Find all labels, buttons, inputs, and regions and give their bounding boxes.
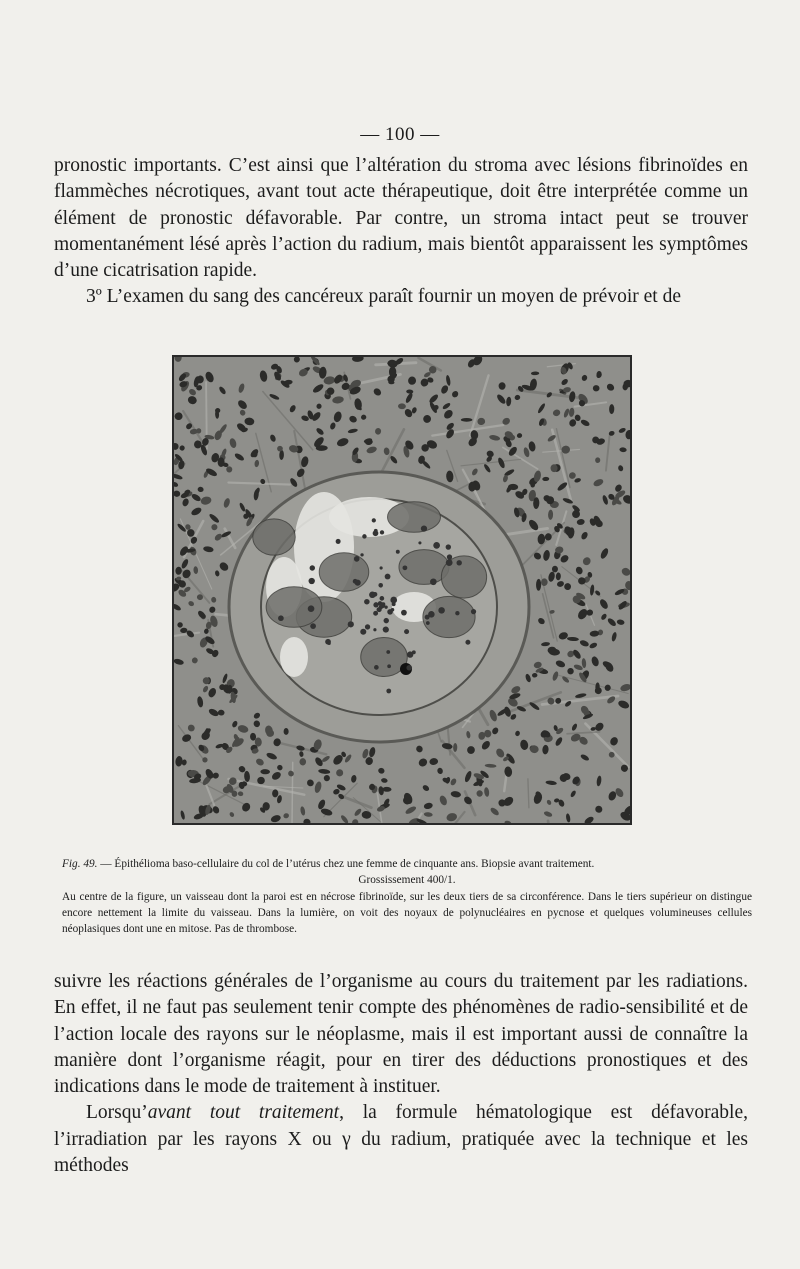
pycnotic-nucleus	[373, 602, 378, 607]
pycnotic-nucleus	[387, 664, 391, 668]
pycnotic-nucleus	[379, 602, 385, 608]
pycnotic-nucleus	[403, 565, 408, 570]
pycnotic-nucleus	[471, 609, 476, 614]
pycnotic-nucleus	[447, 554, 452, 559]
pycnotic-nucleus	[380, 530, 384, 534]
neoplastic-cell	[253, 519, 295, 555]
pycnotic-nucleus	[426, 621, 430, 625]
figure-caption	[62, 856, 752, 937]
pycnotic-nucleus	[310, 623, 316, 629]
text-span: , la formule hématologique est défavorable, l’irradiation par les rayons X ou γ du radium, pratiquée avec la technique et les méthodes	[54, 1102, 748, 1177]
pycnotic-nucleus	[374, 665, 379, 670]
caption-title-line	[62, 856, 752, 872]
pycnotic-nucleus	[309, 578, 315, 584]
pycnotic-nucleus	[430, 578, 437, 585]
pycnotic-nucleus	[372, 518, 376, 522]
pycnotic-nucleus	[308, 605, 315, 612]
bottom-text-block	[54, 969, 748, 1179]
pycnotic-nucleus	[386, 650, 390, 654]
pycnotic-nucleus	[354, 556, 360, 562]
pycnotic-nucleus	[418, 541, 421, 544]
pycnotic-nucleus	[278, 615, 284, 621]
pycnotic-nucleus	[446, 544, 451, 549]
cell-nucleus	[477, 790, 483, 796]
pycnotic-nucleus	[401, 610, 407, 616]
pycnotic-nucleus	[383, 627, 388, 632]
pycnotic-nucleus	[365, 624, 370, 629]
pycnotic-nucleus	[433, 542, 440, 549]
pycnotic-nucleus	[391, 608, 394, 611]
top-text-block	[54, 153, 748, 311]
necrotic-patch	[280, 637, 308, 677]
pycnotic-nucleus	[386, 689, 391, 694]
pycnotic-nucleus	[380, 566, 383, 569]
text-span: Lorsqu’	[86, 1102, 148, 1124]
pycnotic-nucleus	[446, 559, 453, 566]
pycnotic-nucleus	[421, 525, 427, 531]
page-number: — 100 —	[360, 124, 440, 145]
pycnotic-nucleus	[373, 628, 376, 631]
italic-phrase: avant tout traitement	[147, 1102, 340, 1124]
figure-magnification: Grossissement 400/1.	[358, 874, 456, 887]
pycnotic-nucleus	[465, 640, 470, 645]
cell-nucleus	[461, 418, 473, 422]
neoplastic-cell	[319, 553, 369, 591]
pycnotic-nucleus	[348, 621, 354, 627]
paragraph-radiation-reactions: suivre les réactions générales de l’organisme au cours du traitement par les radiations. En effet, il ne faut pas seulement tenir compte des phénomènes de radio-sensibilité et de l’action locale des rayons sur le néoplasme, mais il est important aussi de connaître la manière dont l’organisme réagit, pour en tirer des déductions pronostiques et des indications dans le mode de traitement à instituer.	[54, 971, 748, 1098]
pycnotic-nucleus	[360, 553, 363, 556]
pycnotic-nucleus	[373, 611, 378, 616]
neoplastic-cell	[388, 502, 441, 532]
pycnotic-nucleus	[396, 550, 400, 554]
pycnotic-nucleus	[327, 642, 330, 645]
paragraph-before-treatment	[54, 1100, 748, 1179]
pycnotic-nucleus	[310, 565, 315, 570]
pycnotic-nucleus	[390, 597, 397, 604]
pycnotic-nucleus	[385, 574, 391, 580]
pycnotic-nucleus	[378, 583, 383, 588]
figure-title: — Épithélioma baso-cellulaire du col de l’utérus chez une femme de cinquante ans. Biopsie avant traitement.	[100, 858, 595, 870]
pycnotic-nucleus	[384, 606, 387, 609]
figure-description: Au centre de la figure, un vaisseau dont la paroi est en nécrose fibrinoïde, sur les deux tiers de sa circonférence. Dans le tiers supérieur on distingue encore nettement la limite du vaisseau. Dans la lumière, on voit des noyaux de polynucléaires en pycnose et quelques volumineuses cellules néoplasiques dont une en mitose. Pas de thrombose.	[62, 890, 752, 936]
cell-nucleus	[284, 728, 289, 735]
pycnotic-nucleus	[362, 534, 366, 538]
pycnotic-nucleus	[380, 596, 385, 601]
histology-figure	[172, 355, 632, 825]
pycnotic-nucleus	[364, 599, 370, 605]
pycnotic-nucleus	[428, 611, 435, 618]
cell-nucleus	[389, 366, 396, 377]
paragraph-continuation: pronostic importants. C’est ainsi que l’altération du stroma avec lésions fibrinoïdes en flammèches nécrotiques, avant tout acte thérapeutique, doit être interprétée comme un élément de pronostic défavorable. Par contre, un stroma intact peut se trouver momentanément lésé après l’action du radium, mais bientôt apparaissent les symptômes d’une cicatrisation rapide.	[54, 155, 748, 282]
pycnotic-nucleus	[407, 651, 413, 657]
pycnotic-nucleus	[456, 560, 461, 565]
pycnotic-nucleus	[360, 629, 366, 635]
pycnotic-nucleus	[374, 529, 378, 533]
paragraph-point-3: 3º L’examen du sang des cancéreux paraît fournir un moyen de prévoir et de	[86, 286, 681, 308]
pycnotic-nucleus	[369, 591, 376, 598]
figure-number: Fig. 49.	[62, 858, 98, 870]
micrograph-image	[174, 357, 630, 823]
pycnotic-nucleus	[404, 629, 409, 634]
pycnotic-nucleus	[438, 607, 445, 614]
pycnotic-nucleus	[355, 580, 361, 586]
pycnotic-nucleus	[384, 618, 389, 623]
pycnotic-nucleus	[336, 539, 341, 544]
pycnotic-nucleus	[455, 611, 459, 615]
pycnotic-nucleus	[406, 665, 412, 671]
